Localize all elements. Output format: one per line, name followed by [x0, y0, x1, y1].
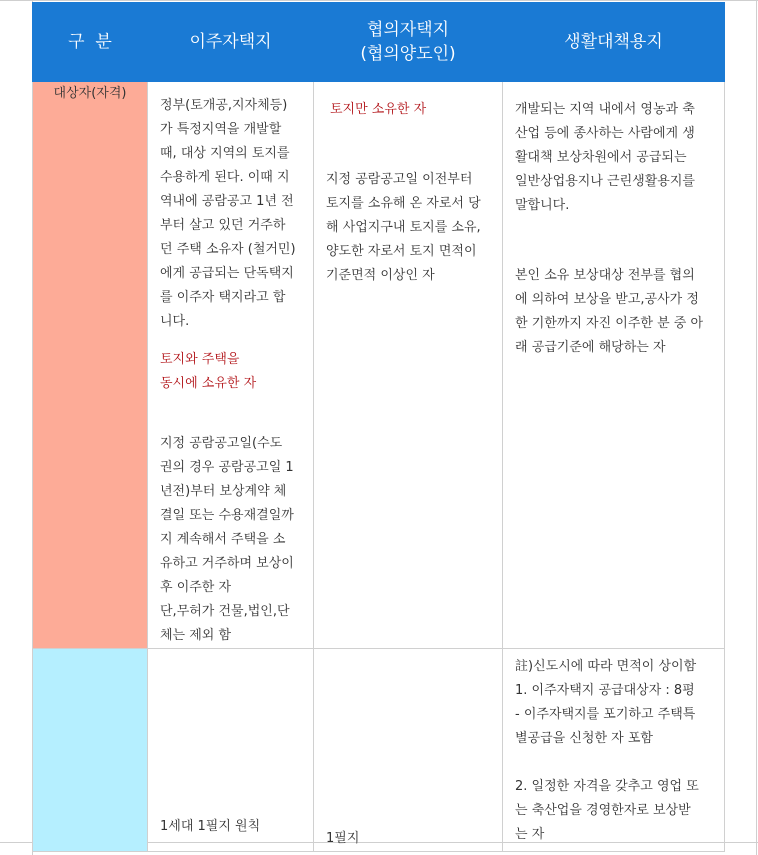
text-line: 2. 일정한 자격을 갖추고 영업 또 [515, 779, 699, 794]
text-line: 말합니다. [515, 198, 570, 213]
frame-right-border [756, 0, 757, 855]
text-line: 를 이주자 택지라고 합 [160, 290, 286, 305]
text-line: 산업 등에 종사하는 사람에게 생 [515, 126, 695, 141]
header-category: 구 분 [33, 3, 148, 82]
text-line: 래 공급기준에 해당하는 자 [515, 340, 666, 355]
table-row [33, 82, 725, 649]
text-line: 후 이주한 자 [160, 580, 232, 595]
text-line: 권의 경우 공람공고일 1 [160, 460, 294, 475]
land-type-comparison-table [32, 2, 725, 852]
text-line: 註)신도시에 따라 면적이 상이함 [515, 659, 697, 674]
relocation-supply-cell [148, 649, 314, 852]
livelihood-para1 [515, 98, 712, 218]
text-line: 양도한 자로서 토지 면적이 [326, 244, 477, 259]
frame-top-border [0, 0, 758, 1]
consultation-highlight: 토지만 소유한 자 [330, 102, 427, 117]
livelihood-eligibility-cell [503, 82, 725, 649]
livelihood-supply-block1 [515, 655, 712, 751]
text-line: 개발되는 지역 내에서 영농과 축 [515, 102, 695, 117]
text-line: 체는 제외 함 [160, 628, 232, 643]
consultation-supply-cell [314, 649, 503, 852]
text-line: 는 축산업을 경영한자로 보상받 [515, 803, 691, 818]
text-line: 던 주택 소유자 (철거민) [160, 242, 296, 257]
text-line: 단,무허가 건물,법인,단 [160, 604, 290, 619]
text-line: 지정 공람공고일(수도 [160, 436, 283, 451]
consultation-detail [326, 168, 490, 288]
text-line: 토지와 주택을 [160, 352, 240, 367]
header-consultation-line2: (협의양도인) [360, 44, 456, 64]
text-line: - 이주자택지를 포기하고 주택특 [515, 707, 696, 722]
header-consultation [314, 3, 503, 82]
consultation-eligibility-cell [314, 82, 503, 649]
text-line: 토지를 소유해 온 자로서 당 [326, 196, 481, 211]
text-line: 니다. [160, 314, 190, 329]
text-line: 지정 공람공고일 이전부터 [326, 172, 473, 187]
livelihood-supply-cell [503, 649, 725, 852]
text-line: 때, 대상 지역의 토지를 [160, 146, 290, 161]
table-row [33, 649, 725, 852]
consultation-supply-text: 1필지 [326, 831, 360, 846]
text-line: 년전)부터 보상계약 체 [160, 484, 287, 499]
livelihood-para2 [515, 264, 712, 360]
relocation-eligibility-cell [148, 82, 314, 649]
text-line: 유하고 거주하며 보상이 [160, 556, 294, 571]
header-consultation-line1: 협의자택지 [366, 20, 450, 40]
text-line: 수용하게 된다. 이때 지 [160, 170, 290, 185]
text-line: 에 의하여 보상을 받고,공사가 정 [515, 292, 699, 307]
text-line: 해 사업지구내 토지를 소유, [326, 220, 481, 235]
relocation-highlight [160, 348, 301, 396]
text-line: 1. 이주자택지 공급대상자 : 8평 [515, 683, 695, 698]
relocation-supply-text: 1세대 1필지 원칙 [160, 819, 261, 834]
text-line: 지 계속해서 주택을 소 [160, 532, 286, 547]
text-line: 부터 살고 있던 거주하 [160, 218, 286, 233]
header-row [33, 3, 725, 82]
text-line: 결일 또는 수용재결일까 [160, 508, 294, 523]
header-livelihood: 생활대책용지 [503, 3, 725, 82]
text-line: 활대책 보상차원에서 공급되는 [515, 150, 687, 165]
text-line: 한 기한까지 자진 이주한 분 중 아 [515, 316, 704, 331]
relocation-intro [160, 94, 301, 334]
text-line: 는 자 [515, 827, 545, 842]
text-line: 별공급을 신청한 자 포함 [515, 731, 653, 746]
text-line: 역내에 공람공고 1년 전 [160, 194, 294, 209]
text-line: 가 특정지역을 개발할 [160, 122, 282, 137]
row-label-second [33, 649, 148, 852]
relocation-detail [160, 432, 301, 648]
text-line: 일반상업용지나 근린생활용지를 [515, 174, 695, 189]
header-relocation: 이주자택지 [148, 3, 314, 82]
livelihood-supply-block2 [515, 775, 712, 847]
text-line: 본인 소유 보상대상 전부를 협의 [515, 268, 695, 283]
text-line: 에게 공급되는 단독택지 [160, 266, 294, 281]
text-line: 기준면적 이상인 자 [326, 268, 435, 283]
text-line: 정부(토개공,지자체등) [160, 98, 288, 113]
text-line: 동시에 소유한 자 [160, 376, 257, 391]
row-label-eligibility: 대상자(자격) [33, 82, 148, 649]
